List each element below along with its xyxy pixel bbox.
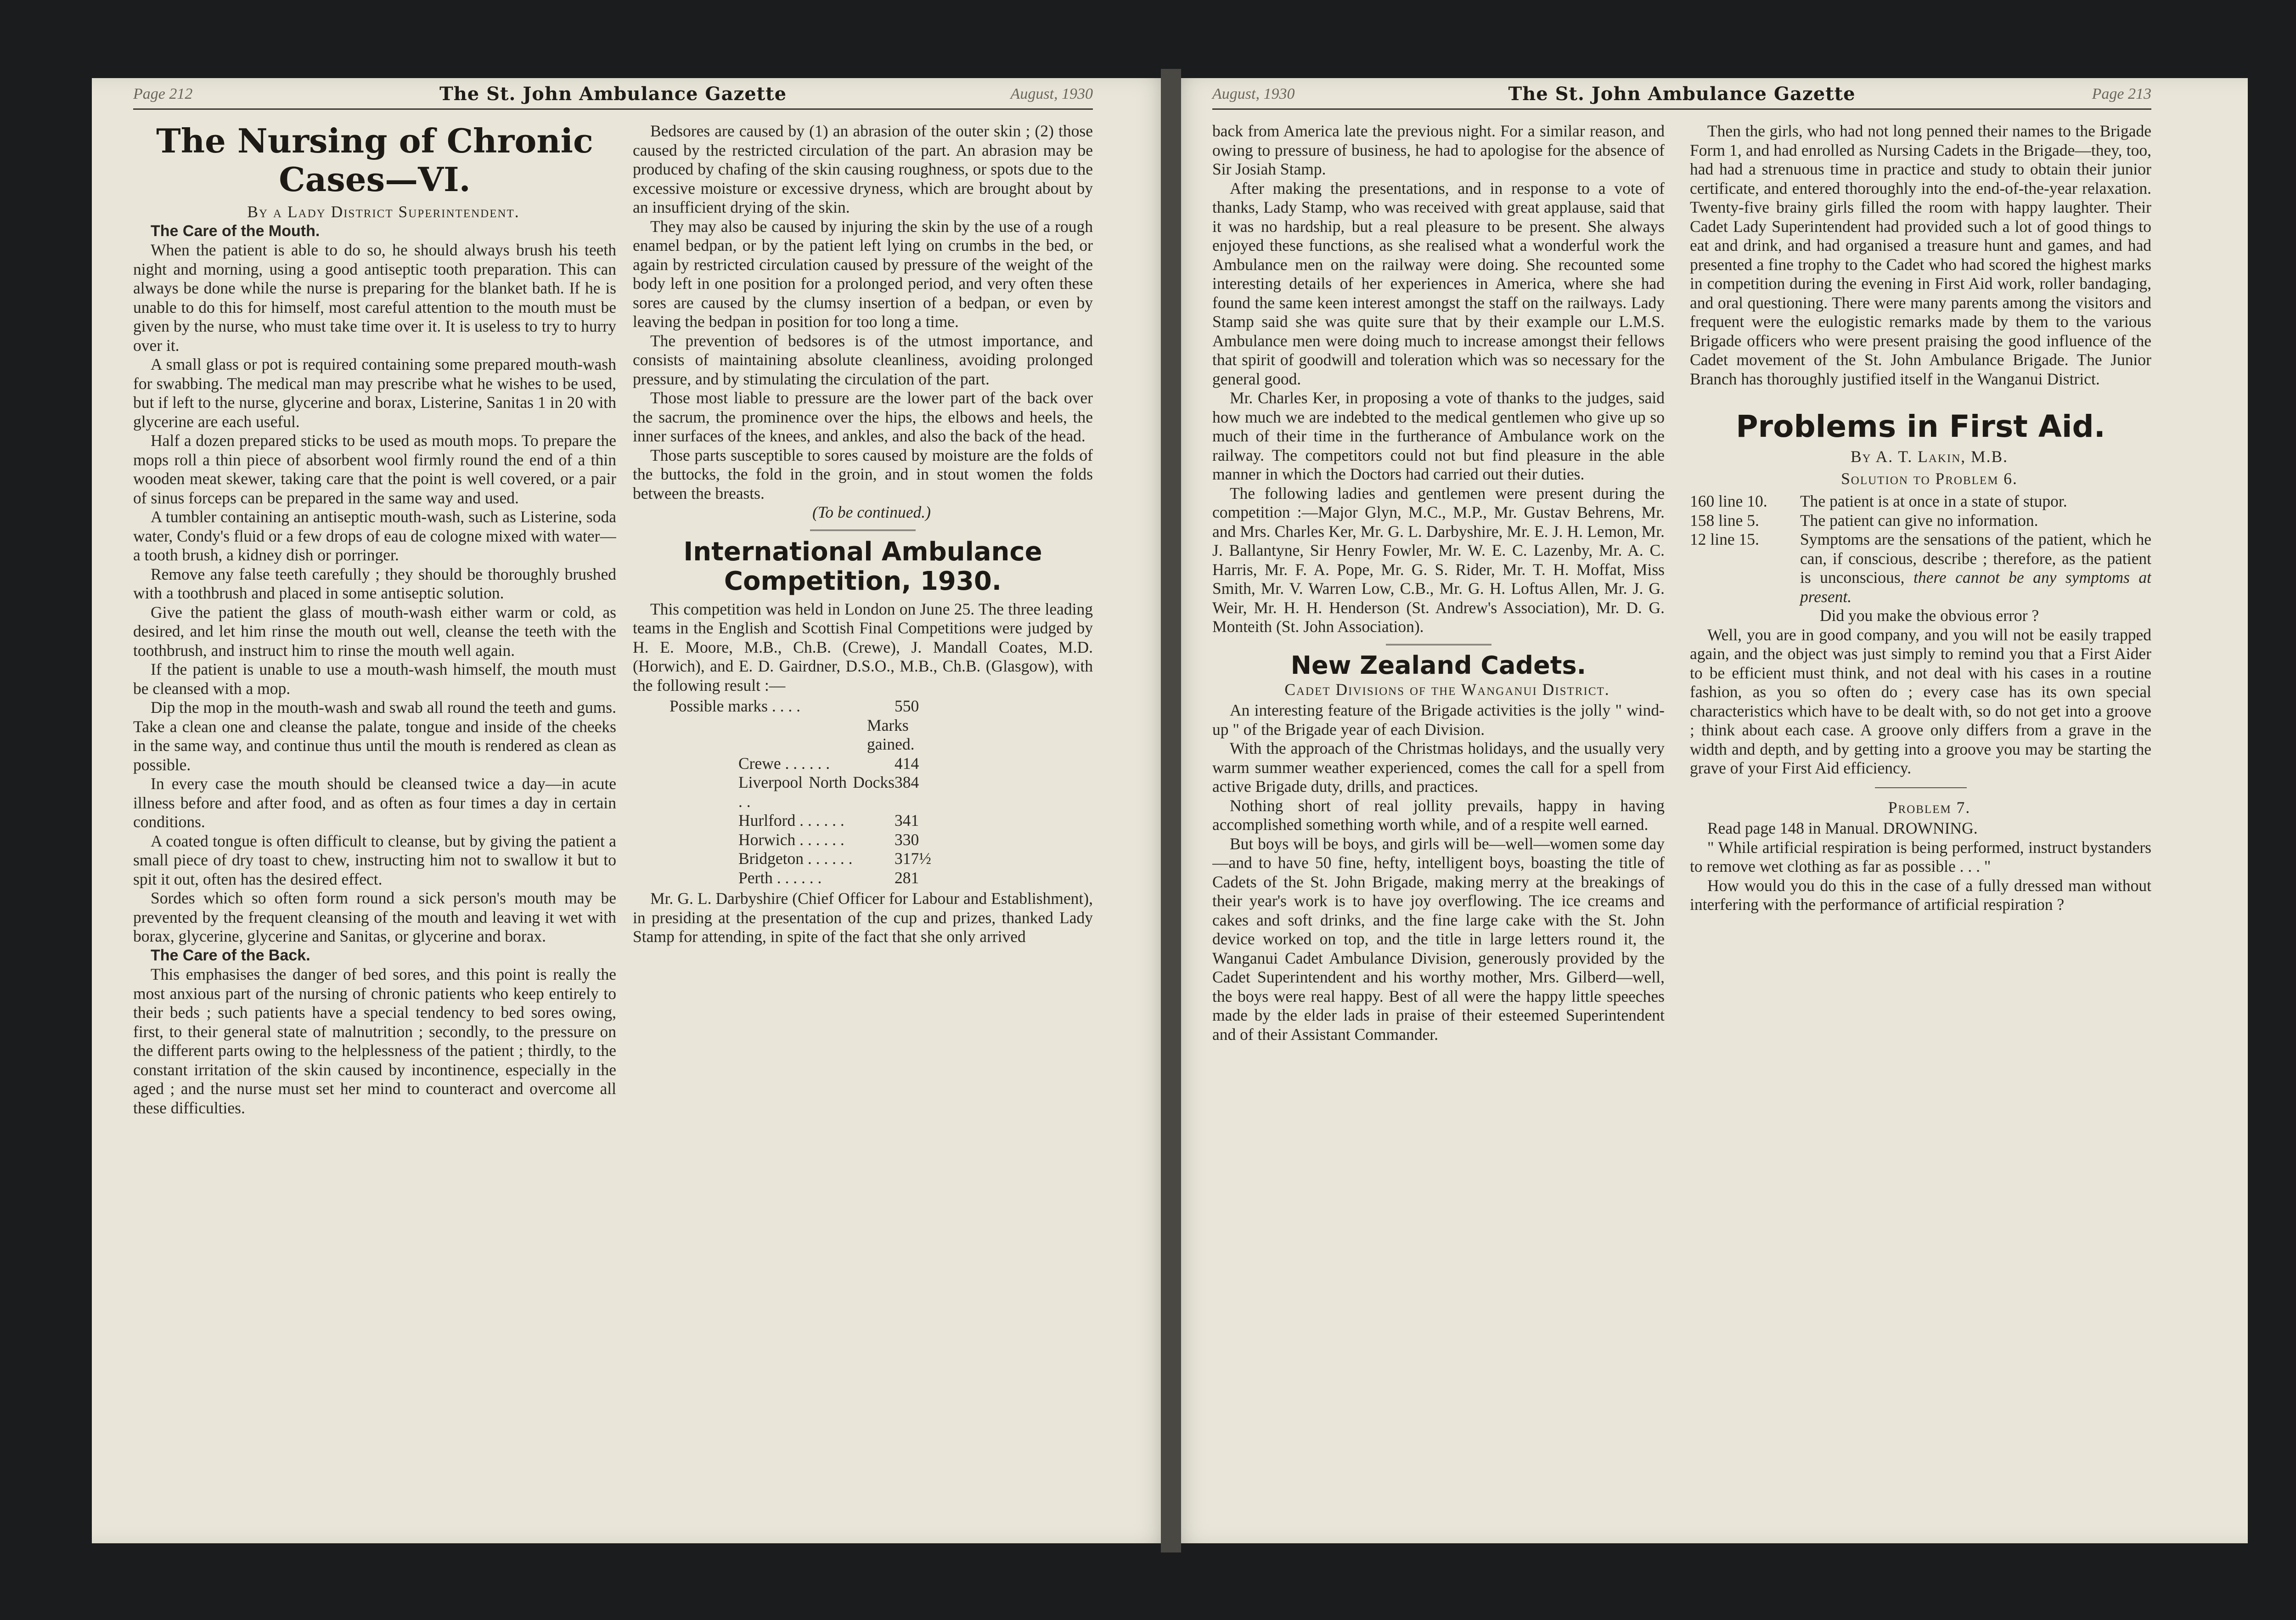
results-row [633,697,1093,716]
right-column-2 [1690,122,2151,1454]
paragraph: The prevention of bedsores is of the utmost importance, and consists of maintaining absolute cleanliness, avoiding prolonged pressure, and by stimulating the circulation of the part. [633,331,1093,388]
results-header [633,716,1093,754]
paragraph: Mr. G. L. Darbyshire (Chief Officer for Labour and Establishment), in presiding at the presentation of the cup and prizes, thanked Lady Stamp for attending, in spite of the fact that she only arrived [633,889,1093,946]
team-marks: 317½ [895,849,931,868]
paragraph: If the patient is unable to use a mouth-wash himself, the mouth must be cleansed with a mop. [133,660,616,698]
paragraph: How would you do this in the case of a fully dressed man without interfering with the performance of artificial respiration ? [1690,876,2151,914]
team-name: Crewe . . . . . . [738,754,830,773]
paragraph: Dip the mop in the mouth-wash and swab all round the teeth and gums. Take a clean one and cleanse the palate, tongue and inside of the cheeks in the same way, and continue thus until the mouth is rendered as clean as possible. [133,698,616,774]
right-header-rule [1212,108,2151,110]
left-column-2 [633,122,1093,1454]
team-marks: 330 [895,830,919,849]
paragraph: But boys will be boys, and girls will be—well—women some day—and to have 50 fine, hefty, intelligent boys, boasting the title of Cadets of the St. John Brigade, making merry at the breakings of their year's work is to have joy overflowing. The ice creams and cakes and soft drinks, and the fine large cake with the St. John device worked on top, and the title in large letters round it, the Wanganui Cadet Ambulance Division, generously provided by the Cadet Superintendent and his worthy mother, Mrs. Gilberd—well, the boys were real happy. Best of all were the happy little speeches made by the elder lads in praise of their esteemed Superintendent and of their Assistant Commander. [1212,834,1665,1044]
solution-text: Symptoms are the sensations of the patient, which he can, if conscious, describe ; therefore, as the patient is unconscious, [1800,530,2151,587]
paragraph: Give the patient the glass of mouth-wash either warm or cold, as desired, and let him rinse the mouth out well, cleanse the teeth with the toothbrush, and instruct him to rinse the mouth well again. [133,603,616,660]
paragraph: Mr. Charles Ker, in proposing a vote of thanks to the judges, said how much we are indebted to the medical gentlemen who give up so much of their time in the furtherance of Ambulance work on the railway. The competitors could not but find pleasure in the able manner in which the Doctors had carried out their duties. [1212,389,1665,483]
left-date: August, 1930 [1010,85,1093,102]
right-masthead: The St. John Ambulance Gazette [1508,83,1856,105]
left-running-head [133,77,1093,105]
section-divider [1875,787,1967,788]
question-line: Did you make the obvious error ? [1819,606,2039,625]
solution-heading: Solution to Problem 6. [1841,469,2018,488]
right-column-1 [1212,122,1665,1454]
section-divider [810,530,916,533]
paragraph: Those parts susceptible to sores caused by moisture are the folds of the buttocks, the fold in the groin, and in stout women the folds between the breasts. [633,446,1093,502]
possible-marks-label: Possible marks . . . . [670,697,800,715]
team-name: Bridgeton . . . . . . [738,849,853,868]
left-column-1 [133,122,616,1454]
results-row [633,773,1093,811]
solution-ref: 158 line 5. [1690,511,1759,530]
competition-title: International Ambulance Competition, 1930. [683,536,1042,596]
paragraph: A coated tongue is often difficult to cleanse, but by giving the patient a small piece of dry toast to chew, instructing him not to swallow it but to spit it out, often has the desired effect. [133,831,616,888]
paragraph: In every case the mouth should be cleansed twice a day—in acute illness before and after food, and as often as four times a day in certain conditions. [133,774,616,831]
solution-row [1690,492,2151,511]
paragraph: The following ladies and gentlemen were present during the competition :—Major Glyn, M.C., M.P., Mr. Gustav Behrens, Mr. and Mrs. Charles Ker, Mr. G. L. Darbyshire, Mr. E. J. H. Lemon, Mr. J. Ballantyne, Sir Henry Fowler, Mr. W. E. C. Lazenby, Mr. A. C. Harris, Mr. F. A. Pope, Mr. G. S. Rider, Mr. T. H. Moffat, Miss Smith, Mr. V. Warren Low, C.B., Mr. G. H. Loftus Allen, Mr. J. G. Weir, Mr. H. H. Henderson (St. Andrew's Association), Mr. D. G. Monteith (St. John Association). [1212,484,1665,636]
to-be-continued: (To be continued.) [812,503,931,521]
paragraph: " While artificial respiration is being performed, instruct bystanders to remove wet clothing as far as possible . . . " [1690,838,2151,875]
solution-text: The patient is at once in a state of stupor. [1800,492,2067,510]
results-row [633,811,1093,830]
results-row [633,754,1093,773]
problems-title: Problems in First Aid. [1736,409,2105,444]
left-page-number: Page 212 [133,85,193,102]
mouth-heading: The Care of the Mouth. [151,222,320,240]
cadets-title: New Zealand Cadets. [1290,650,1587,680]
marks-gained-label: Marks gained. [867,716,915,753]
results-row [633,869,1093,888]
right-page-number: Page 213 [2092,85,2151,102]
paragraph: Nothing short of real jollity prevails, happy in having accomplished something worth while, and of a respite well earned. [1212,796,1665,834]
team-name: Perth . . . . . . [738,868,822,887]
problem-heading: Problem 7. [1888,798,1971,817]
right-running-head [1212,77,2151,105]
page-gutter [1161,69,1181,1552]
cadets-subtitle: Cadet Divisions of the Wanganui District. [1284,680,1610,699]
paragraph: This competition was held in London on June 25. The three leading teams in the English and Scottish Final Competitions were judged by H. E. Moore, M.B., Ch.B. (Crewe), J. Mandall Coates, M.D. (Horwich), and E. D. Gairdner, D.S.O., M.B., Ch.B. (Glasgow), with the following result :— [633,599,1093,694]
paragraph: When the patient is able to do so, he should always brush his teeth night and morning, using a good antiseptic tooth preparation. This can always be done while the nurse is preparing for the blanket bath. If he is unable to do this for himself, most careful attention to the mouth must be given by the nurse, who must take time over it. It is useless to try to hurry over it. [133,241,616,355]
paragraph: Half a dozen prepared sticks to be used as mouth mops. To prepare the mops roll a thin piece of absorbent wool firmly round the end of a thin wooden meat skewer, taking care that the point is well covered, or a pair of sinus forceps can be prepared in the same way and used. [133,431,616,507]
solution-text: The patient can give no information. [1800,511,2038,530]
problems-byline: By A. T. Lakin, M.B. [1850,447,2009,466]
paragraph: Remove any false teeth carefully ; they should be thoroughly brushed with a toothbrush and placed in some antiseptic solution. [133,564,616,602]
team-name: Liverpool North Docks . . [738,773,895,811]
paragraph: With the approach of the Christmas holidays, and the usually very warm summer weather experienced, comes the call for a spell from active Brigade duty, drills, and practices. [1212,739,1665,796]
nursing-byline: By a Lady District Superintendent. [247,203,520,221]
paragraph: Read page 148 in Manual. DROWNING. [1707,819,1978,837]
solution-ref: 160 line 10. [1690,492,1767,510]
paragraph: This emphasises the danger of bed sores, and this point is really the most anxious part of the nursing of chronic patients who keep entirely to their beds ; such patients have a special tendency to bed sores owing, first, to their general state of malnutrition ; secondly, to the pressure on the different parts owing to the helplessness of the patient ; thirdly, to the constant irritation of the skin caused by incontinence, especially in the aged ; and the nurse must set her mind to counteract and overcome all these difficulties. [133,965,616,1117]
paragraph: Then the girls, who had not long penned their names to the Brigade Form 1, and had enrolled as Nursing Cadets in the Brigade—they, too, had had a strenuous time in practice and study to obtain their junior certificate, and entered thoroughly into the end-of-the-year relaxation. Twenty-five brainy girls filled the room with happy laughter. Their Cadet Lady Superintendent had provided such a lot of good things to eat and drink, and had organised a treasure hunt and games, and had presented a fine trophy to the Cadet who had scored the highest marks in competition during the evening in First Aid work, roller bandaging, and oral questioning. There were many parents among the visitors and frequent were the eulogistic remarks made by them to the various Brigade officers who were present praising the good influence of the Cadet movement of the St. John Ambulance Brigade. The Junior Branch has thoroughly justified itself in the Wanganui District. [1690,122,2151,388]
section-divider [1386,644,1491,647]
solution-row [1690,530,2151,606]
results-row [633,830,1093,850]
paragraph: An interesting feature of the Brigade activities is the jolly " wind-up " of the Brigade year of each Division. [1212,701,1665,739]
paragraph: A small glass or pot is required containing some prepared mouth-wash for swabbing. The medical man may prescribe what he wishes to be used, but if left to the nurse, glycerine and borax, Listerine, Sanitas 1 in 20 with glycerine are each useful. [133,355,616,431]
right-date: August, 1930 [1212,85,1295,102]
solution-ref: 12 line 15. [1690,530,1759,548]
paragraph: Sordes which so often form round a sick person's mouth may be prevented by the frequent cleansing of the mouth and leaving it wet with borax, glycerine, glycerine and Sanitas, or glycerine and borax. [133,889,616,945]
paragraph: After making the presentations, and in response to a vote of thanks, Lady Stamp, who was received with great applause, said that it was no hardship, but a real pleasure to be present. She always enjoyed these functions, as she realised what a wonderful work the Ambulance men on the railway were doing. She recounted some interesting details of her experiences in America, where she had found the same keen interest amongst the staff on the railways. Lady Stamp said she was quite sure that by their example our L.M.S. Ambulance men were doing much to increase amongst their fellows that spirit of goodwill and toleration which was so necessary for the general good. [1212,179,1665,388]
solution-row [1690,511,2151,531]
paragraph: Well, you are in good company, and you will not be easily trapped again, and the object was just simply to remind you that a First Aider to be efficient must think, and not deal with his cases in a routine fashion, as you so often do ; every case has its own special characteristics which have to be dealt with, so do not get into a groove ; think about each case. A groove only differs from a grave in the width and depth, and by getting into a groove you may be starting the grave of your First Aid efficiency. [1690,625,2151,777]
left-masthead: The St. John Ambulance Gazette [439,83,787,105]
team-name: Horwich . . . . . . [738,830,844,849]
team-marks: 281 [895,868,919,887]
solution-italic: there cannot be any symptoms at present. [1800,568,2151,606]
back-heading: The Care of the Back. [151,946,310,964]
nursing-article-title: The Nursing of Chronic Cases—VI. [156,122,593,199]
paragraph: A tumbler containing an antiseptic mouth-wash, such as Listerine, soda water, Condy's fluid or a few drops of eau de cologne mixed with water—a tooth brush, a kidney dish or porringer. [133,508,616,564]
paragraph: back from America late the previous night. For a similar reason, and owing to pressure of business, he had to apologise for the absence of Sir Josiah Stamp. [1212,122,1665,178]
results-row [633,849,1093,869]
paragraph: Those most liable to pressure are the lower part of the back over the sacrum, the prominence over the hips, the elbows and heels, the inner surfaces of the knees, and ankles, and also the back of the head. [633,389,1093,445]
team-marks: 414 [895,754,919,773]
left-header-rule [133,108,1093,110]
results-table [633,697,1093,887]
paragraph: They may also be caused by injuring the skin by the use of a rough enamel bedpan, or by the patient left lying on crumbs in the bed, or again by restricted circulation caused by pressure of the weight of the body left in one position for a prolonged period, and very often these sores are caused by the clumsy insertion of a bedpan, or even by leaving the bedpan in position for too long a time. [633,217,1093,331]
paragraph: Bedsores are caused by (1) an abrasion of the outer skin ; (2) those caused by the restricted circulation of the part. An abrasion may be produced by chafing of the skin causing roughness, or spots due to the excessive moisture or excessive dryness, which are brought about by an insufficient drying of the skin. [633,122,1093,216]
team-name: Hurlford . . . . . . [738,811,844,830]
team-marks: 384 [895,773,919,791]
team-marks: 341 [895,811,919,830]
possible-marks-value: 550 [895,697,919,715]
